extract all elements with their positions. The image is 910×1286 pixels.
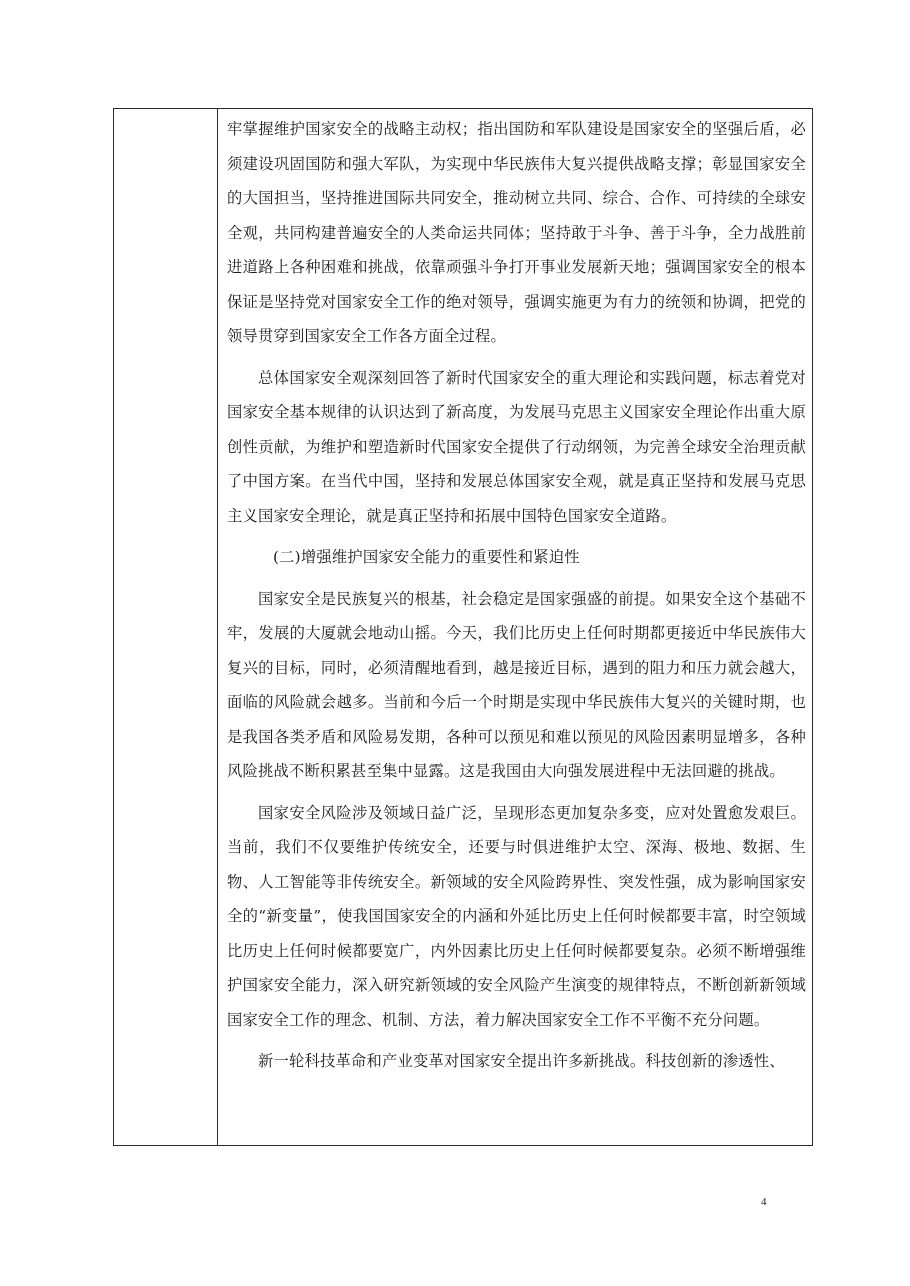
page-number: 4 <box>761 1196 767 1208</box>
paragraph-2: 总体国家安全观深刻回答了新时代国家安全的重大理论和实践问题，标志着党对国家安全基本规律的认识达到了新高度，为发展马克思主义国家安全理论作出重大原创性贡献，为维护和塑造新时代国家安全提供了行动纲领，为完善全球安全治理贡献了中国方案。在当代中国，坚持和发展总体国家安全观，就是真正坚持和发展马克思主义国家安全理论，就是真正坚持和拓展中国特色国家安全道路。 <box>227 368 806 525</box>
paragraph-5: 新一轮科技革命和产业变革对国家安全提出许多新挑战。科技创新的渗透性、 <box>258 1052 785 1070</box>
document-table <box>113 108 813 1146</box>
paragraph-4: 国家安全风险涉及领域日益广泛，呈现形态更加复杂多变，应对处置愈发艰巨。当前，我们不仅要维护传统安全，还要与时俱进维护太空、深海、极地、数据、生物、人工智能等非传统安全。新领域的安全风险跨界性、突发性强，成为影响国家安全的“新变量”，使我国国家安全的内涵和外延比历史上任何时候都要丰富，时空领域比历史上任何时候都要宽广，内外因素比历史上任何时候都要复杂。必须不断增强维护国家安全能力，深入研究新领域的安全风险产生演变的规律特点，不断创新新领域国家安全工作的理念、机制、方法，着力解决国家安全工作不平衡不充分问题。 <box>227 803 806 1029</box>
table-label-column <box>114 109 218 1145</box>
section-heading: (二)增强维护国家安全能力的重要性和紧迫性 <box>273 548 580 566</box>
table-content-cell <box>218 109 812 1145</box>
paragraph-1: 牢掌握维护国家安全的战略主动权；指出国防和军队建设是国家安全的坚强后盾，必须建设巩固国防和强大军队，为实现中华民族伟大复兴提供战略支撑；彰显国家安全的大国担当，坚持推进国际共同安全，推动树立共同、综合、合作、可持续的全球安全观，共同构建普遍安全的人类命运共同体；坚持敢于斗争、善于斗争，全力战胜前进道路上各种困难和挑战，依靠顽强斗争打开事业发展新天地；强调国家安全的根本保证是坚持党对国家安全工作的绝对领导，强调实施更为有力的统领和协调，把党的领导贯穿到国家安全工作各方面全过程。 <box>227 120 806 345</box>
paragraph-3: 国家安全是民族复兴的根基，社会稳定是国家强盛的前提。如果安全这个基础不牢，发展的大厦就会地动山摇。今天，我们比历史上任何时期都更接近中华民族伟大复兴的目标，同时，必须清醒地看到，越是接近目标，遇到的阻力和压力就会越大，面临的风险就会越多。当前和今后一个时期是实现中华民族伟大复兴的关键时期，也是我国各类矛盾和风险易发期，各种可以预见和难以预见的风险因素明显增多，各种风险挑战不断积累甚至集中显露。这是我国由大向强发展进程中无法回避的挑战。 <box>227 589 806 780</box>
